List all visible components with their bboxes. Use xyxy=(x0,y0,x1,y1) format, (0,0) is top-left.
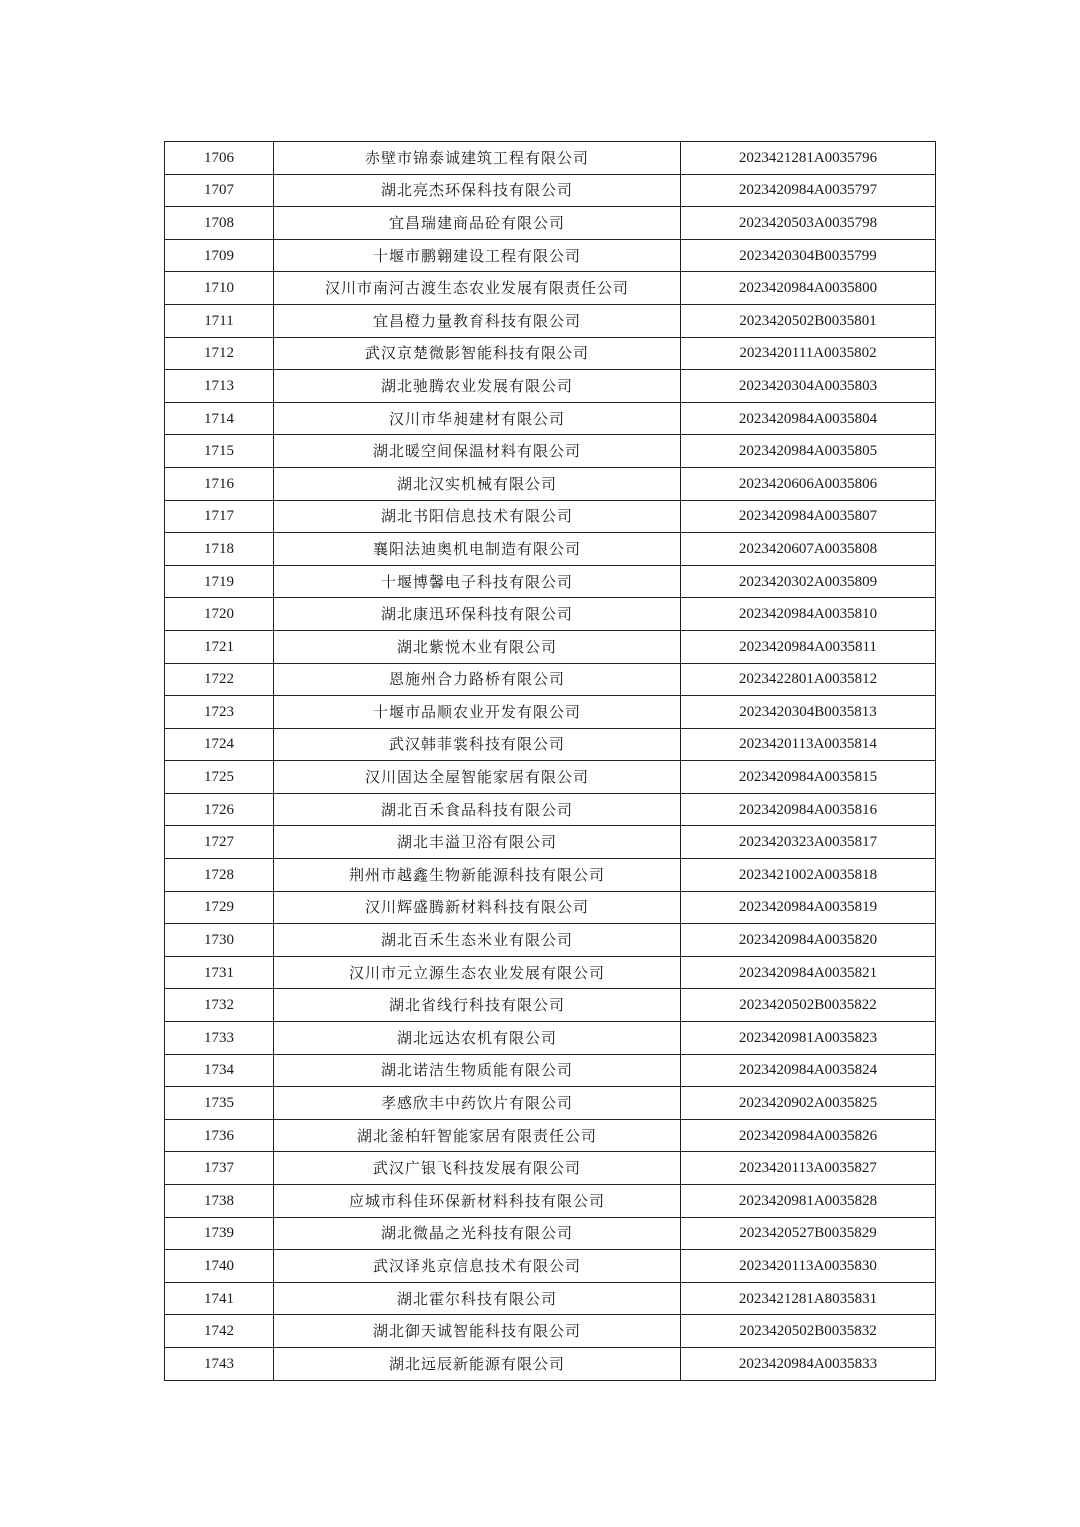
row-sequence-number: 1715 xyxy=(165,435,274,468)
row-company-name: 湖北微晶之光科技有限公司 xyxy=(274,1217,681,1250)
row-company-name: 武汉韩菲裳科技有限公司 xyxy=(274,728,681,761)
row-registration-code: 2023420111A0035802 xyxy=(681,337,936,370)
table-row xyxy=(165,1087,936,1120)
table-row xyxy=(165,663,936,696)
table-row xyxy=(165,1054,936,1087)
row-registration-code: 2023421002A0035818 xyxy=(681,859,936,892)
table-row xyxy=(165,891,936,924)
row-sequence-number: 1723 xyxy=(165,696,274,729)
table-row xyxy=(165,1217,936,1250)
row-registration-code: 2023420984A0035807 xyxy=(681,500,936,533)
row-sequence-number: 1712 xyxy=(165,337,274,370)
row-sequence-number: 1728 xyxy=(165,859,274,892)
table-row xyxy=(165,533,936,566)
table-row xyxy=(165,174,936,207)
row-registration-code: 2023420606A0035806 xyxy=(681,467,936,500)
row-registration-code: 2023420984A0035819 xyxy=(681,891,936,924)
row-registration-code: 2023420323A0035817 xyxy=(681,826,936,859)
table-row xyxy=(165,1022,936,1055)
row-registration-code: 2023420984A0035811 xyxy=(681,630,936,663)
table-row xyxy=(165,859,936,892)
row-company-name: 湖北紫悦木业有限公司 xyxy=(274,630,681,663)
table-row xyxy=(165,728,936,761)
table-row xyxy=(165,696,936,729)
row-company-name: 汉川辉盛腾新材料科技有限公司 xyxy=(274,891,681,924)
row-sequence-number: 1726 xyxy=(165,793,274,826)
row-sequence-number: 1730 xyxy=(165,924,274,957)
row-sequence-number: 1714 xyxy=(165,402,274,435)
row-sequence-number: 1734 xyxy=(165,1054,274,1087)
row-sequence-number: 1739 xyxy=(165,1217,274,1250)
table-row xyxy=(165,1152,936,1185)
row-registration-code: 2023420984A0035797 xyxy=(681,174,936,207)
row-company-name: 湖北远辰新能源有限公司 xyxy=(274,1347,681,1380)
row-company-name: 汉川固达全屋智能家居有限公司 xyxy=(274,761,681,794)
row-registration-code: 2023420302A0035809 xyxy=(681,565,936,598)
table-row xyxy=(165,239,936,272)
row-company-name: 恩施州合力路桥有限公司 xyxy=(274,663,681,696)
row-company-name: 湖北驰腾农业发展有限公司 xyxy=(274,370,681,403)
row-company-name: 湖北亮杰环保科技有限公司 xyxy=(274,174,681,207)
table-row xyxy=(165,1315,936,1348)
row-registration-code: 2023420502B0035822 xyxy=(681,989,936,1022)
row-sequence-number: 1716 xyxy=(165,467,274,500)
table-row xyxy=(165,435,936,468)
row-registration-code: 2023420527B0035829 xyxy=(681,1217,936,1250)
table-row xyxy=(165,1185,936,1218)
row-registration-code: 2023420502B0035801 xyxy=(681,304,936,337)
row-sequence-number: 1722 xyxy=(165,663,274,696)
row-company-name: 孝感欣丰中药饮片有限公司 xyxy=(274,1087,681,1120)
row-registration-code: 2023420304A0035803 xyxy=(681,370,936,403)
row-company-name: 应城市科佳环保新材料科技有限公司 xyxy=(274,1185,681,1218)
row-sequence-number: 1710 xyxy=(165,272,274,305)
table-row xyxy=(165,142,936,175)
table-row xyxy=(165,1347,936,1380)
row-sequence-number: 1711 xyxy=(165,304,274,337)
registry-table-body xyxy=(165,142,936,1381)
row-sequence-number: 1733 xyxy=(165,1022,274,1055)
table-row xyxy=(165,207,936,240)
row-company-name: 湖北汉实机械有限公司 xyxy=(274,467,681,500)
table-row xyxy=(165,598,936,631)
table-row xyxy=(165,304,936,337)
row-company-name: 湖北书阳信息技术有限公司 xyxy=(274,500,681,533)
row-sequence-number: 1724 xyxy=(165,728,274,761)
row-sequence-number: 1740 xyxy=(165,1250,274,1283)
row-sequence-number: 1732 xyxy=(165,989,274,1022)
table-row xyxy=(165,370,936,403)
table-row xyxy=(165,761,936,794)
row-company-name: 湖北康迅环保科技有限公司 xyxy=(274,598,681,631)
row-sequence-number: 1736 xyxy=(165,1119,274,1152)
table-row xyxy=(165,793,936,826)
enterprise-registry-table xyxy=(164,141,936,1381)
row-company-name: 湖北丰溢卫浴有限公司 xyxy=(274,826,681,859)
row-company-name: 武汉广银飞科技发展有限公司 xyxy=(274,1152,681,1185)
row-registration-code: 2023420113A0035830 xyxy=(681,1250,936,1283)
row-registration-code: 2023420984A0035821 xyxy=(681,956,936,989)
row-company-name: 湖北霍尔科技有限公司 xyxy=(274,1282,681,1315)
row-sequence-number: 1741 xyxy=(165,1282,274,1315)
row-company-name: 武汉译兆京信息技术有限公司 xyxy=(274,1250,681,1283)
row-registration-code: 2023420984A0035800 xyxy=(681,272,936,305)
row-sequence-number: 1713 xyxy=(165,370,274,403)
row-sequence-number: 1729 xyxy=(165,891,274,924)
table-row xyxy=(165,1250,936,1283)
row-sequence-number: 1731 xyxy=(165,956,274,989)
row-sequence-number: 1721 xyxy=(165,630,274,663)
row-sequence-number: 1706 xyxy=(165,142,274,175)
row-registration-code: 2023420502B0035832 xyxy=(681,1315,936,1348)
row-sequence-number: 1738 xyxy=(165,1185,274,1218)
row-registration-code: 2023420113A0035814 xyxy=(681,728,936,761)
row-company-name: 湖北远达农机有限公司 xyxy=(274,1022,681,1055)
row-registration-code: 2023420984A0035810 xyxy=(681,598,936,631)
table-row xyxy=(165,826,936,859)
row-company-name: 十堰市鹏翱建设工程有限公司 xyxy=(274,239,681,272)
row-registration-code: 2023421281A0035796 xyxy=(681,142,936,175)
row-registration-code: 2023420984A0035805 xyxy=(681,435,936,468)
table-row xyxy=(165,402,936,435)
row-registration-code: 2023420984A0035833 xyxy=(681,1347,936,1380)
row-sequence-number: 1708 xyxy=(165,207,274,240)
row-company-name: 湖北百禾生态米业有限公司 xyxy=(274,924,681,957)
row-company-name: 湖北百禾食品科技有限公司 xyxy=(274,793,681,826)
row-registration-code: 2023420984A0035824 xyxy=(681,1054,936,1087)
row-sequence-number: 1719 xyxy=(165,565,274,598)
row-registration-code: 2023420984A0035815 xyxy=(681,761,936,794)
row-company-name: 汉川市元立源生态农业发展有限公司 xyxy=(274,956,681,989)
row-registration-code: 2023420113A0035827 xyxy=(681,1152,936,1185)
row-registration-code: 2023420503A0035798 xyxy=(681,207,936,240)
row-registration-code: 2023420984A0035826 xyxy=(681,1119,936,1152)
table-row xyxy=(165,272,936,305)
table-row xyxy=(165,500,936,533)
row-sequence-number: 1727 xyxy=(165,826,274,859)
row-company-name: 十堰市品顺农业开发有限公司 xyxy=(274,696,681,729)
row-registration-code: 2023420981A0035823 xyxy=(681,1022,936,1055)
row-company-name: 湖北御天诚智能科技有限公司 xyxy=(274,1315,681,1348)
row-company-name: 湖北诺洁生物质能有限公司 xyxy=(274,1054,681,1087)
row-registration-code: 2023421281A8035831 xyxy=(681,1282,936,1315)
row-sequence-number: 1720 xyxy=(165,598,274,631)
table-row xyxy=(165,1119,936,1152)
row-sequence-number: 1707 xyxy=(165,174,274,207)
row-company-name: 湖北暖空间保温材料有限公司 xyxy=(274,435,681,468)
row-company-name: 荆州市越鑫生物新能源科技有限公司 xyxy=(274,859,681,892)
row-company-name: 汉川市南河古渡生态农业发展有限责任公司 xyxy=(274,272,681,305)
row-company-name: 宜昌瑞建商品砼有限公司 xyxy=(274,207,681,240)
row-sequence-number: 1735 xyxy=(165,1087,274,1120)
row-registration-code: 2023420981A0035828 xyxy=(681,1185,936,1218)
row-company-name: 十堰博馨电子科技有限公司 xyxy=(274,565,681,598)
row-sequence-number: 1725 xyxy=(165,761,274,794)
row-registration-code: 2023420304B0035813 xyxy=(681,696,936,729)
table-row xyxy=(165,337,936,370)
row-sequence-number: 1743 xyxy=(165,1347,274,1380)
table-row xyxy=(165,956,936,989)
table-row xyxy=(165,924,936,957)
table-row xyxy=(165,630,936,663)
row-company-name: 湖北省线行科技有限公司 xyxy=(274,989,681,1022)
row-sequence-number: 1709 xyxy=(165,239,274,272)
table-row xyxy=(165,565,936,598)
row-company-name: 襄阳法迪奥机电制造有限公司 xyxy=(274,533,681,566)
row-registration-code: 2023420984A0035816 xyxy=(681,793,936,826)
table-row xyxy=(165,989,936,1022)
row-company-name: 湖北釜柏轩智能家居有限责任公司 xyxy=(274,1119,681,1152)
table-row xyxy=(165,1282,936,1315)
table-row xyxy=(165,467,936,500)
row-sequence-number: 1737 xyxy=(165,1152,274,1185)
row-sequence-number: 1718 xyxy=(165,533,274,566)
row-registration-code: 2023420902A0035825 xyxy=(681,1087,936,1120)
row-company-name: 宜昌橙力量教育科技有限公司 xyxy=(274,304,681,337)
row-company-name: 汉川市华昶建材有限公司 xyxy=(274,402,681,435)
row-registration-code: 2023420984A0035804 xyxy=(681,402,936,435)
row-registration-code: 2023420984A0035820 xyxy=(681,924,936,957)
row-registration-code: 2023420607A0035808 xyxy=(681,533,936,566)
row-company-name: 赤壁市锦泰诚建筑工程有限公司 xyxy=(274,142,681,175)
row-company-name: 武汉京楚微影智能科技有限公司 xyxy=(274,337,681,370)
row-sequence-number: 1717 xyxy=(165,500,274,533)
row-registration-code: 2023420304B0035799 xyxy=(681,239,936,272)
row-registration-code: 2023422801A0035812 xyxy=(681,663,936,696)
row-sequence-number: 1742 xyxy=(165,1315,274,1348)
